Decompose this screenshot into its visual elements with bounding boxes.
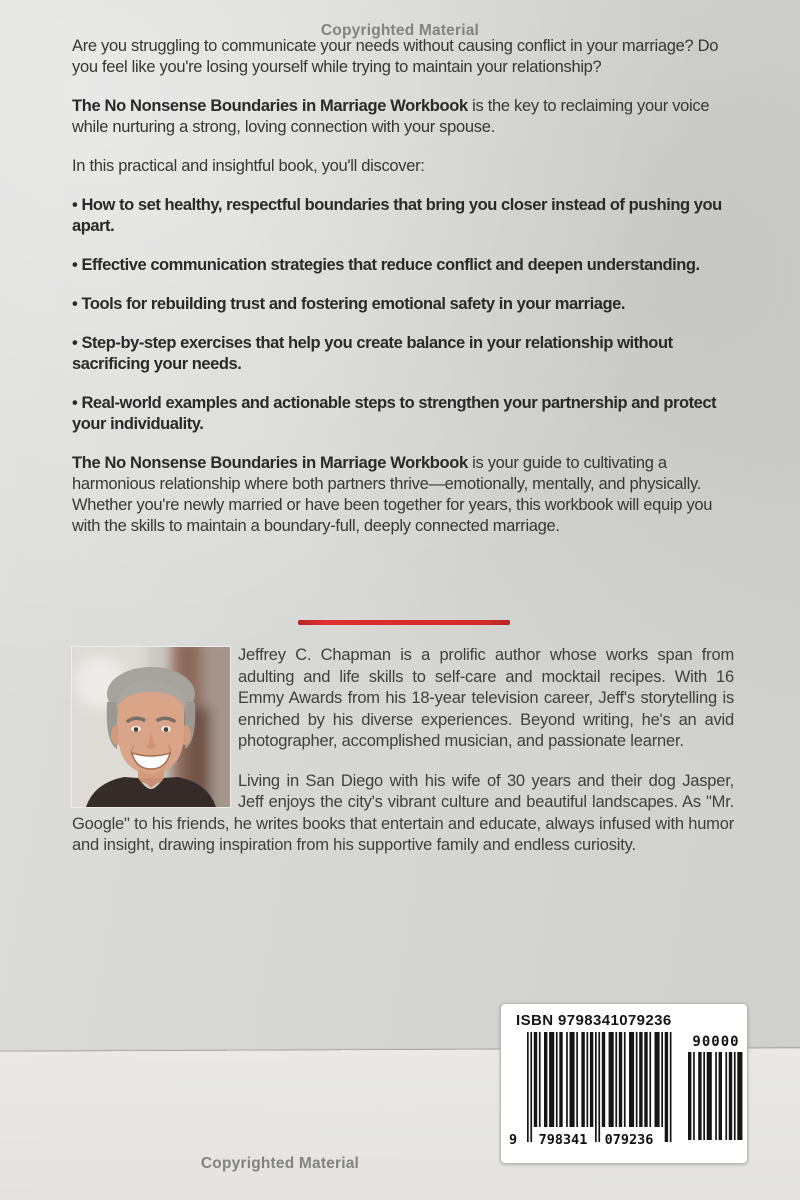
red-divider-line [298,620,510,625]
discover-heading: In this practical and insightful book, you'll discover: [72,157,425,175]
author-bio-section [72,645,734,875]
isbn-number-label: ISBN 9798341079236 [516,1012,672,1029]
barcode-bars [527,1032,677,1142]
bullet-point-2: • Effective communication strategies that reduce conflict and deepen understanding. [72,256,700,274]
author-photo [72,647,230,807]
ean13-barcode [509,1032,679,1160]
bullet-point-3: • Tools for rebuilding trust and fostering emotional safety in your marriage. [72,295,625,313]
barcode-digits: 9 798341 079236 [509,1132,654,1148]
isbn-barcode-box [500,1003,748,1164]
copyright-watermark-bottom: Copyrighted Material [200,1155,360,1172]
closing-paragraph: The No Nonsense Boundaries in Marriage Workbook is your guide to cultivating a harmonious relationship where both partners thrive—emotionally, mentally, and physically. Whether you're newly married or have been together for years, this workbook will equip you with the skills to maintain a boundary-full, deeply connected marriage. [72,454,713,535]
bullet-point-4: • Step-by-step exercises that help you create balance in your relationship without sacrificing your needs. [72,334,673,373]
intro-paragraph: Are you struggling to communicate your needs without causing conflict in your marriage? Do you feel like you're losing yourself while trying to maintain your relationship? [72,37,719,76]
copyright-watermark-top: Copyrighted Material [320,22,480,39]
book-title-bold: The No Nonsense Boundaries in Marriage Workbook [72,97,468,115]
bullet-point-5: • Real-world examples and actionable steps to strengthen your partnership and protect your individuality. [72,394,717,433]
bio-paragraph-2: Living in San Diego with his wife of 30 years and their dog Jasper, Jeff enjoys the city's vibrant culture and beautiful landscapes. As "Mr. Google" to his friends, he writes books that entertain and educate, always infused with humor and insight, drawing inspiration from his supportive family and endless curiosity. [72,771,734,854]
price-code-label: 90000 [692,1034,740,1050]
back-cover-copy [72,36,734,555]
addon-barcode-bars [688,1052,744,1140]
book-title-bold: The No Nonsense Boundaries in Marriage Workbook [72,454,468,472]
price-addon-barcode [687,1034,745,1145]
pitch-paragraph: The No Nonsense Boundaries in Marriage Workbook is the key to reclaiming your voice while nurturing a strong, loving connection with your spouse. [72,97,710,136]
bio-paragraph-1: Jeffrey C. Chapman is a prolific author whose works span from adulting and life skills to self-care and mocktail recipes. With 16 Emmy Awards from his 18-year television career, Jeff's storytelling is enriched by his diverse experiences. Beyond writing, he's an avid photographer, accomplished musician, and passionate learner. [238,646,734,750]
author-portrait-illustration [72,647,230,807]
bullet-point-1: • How to set healthy, respectful boundaries that bring you closer instead of pushing you apart. [72,196,722,235]
